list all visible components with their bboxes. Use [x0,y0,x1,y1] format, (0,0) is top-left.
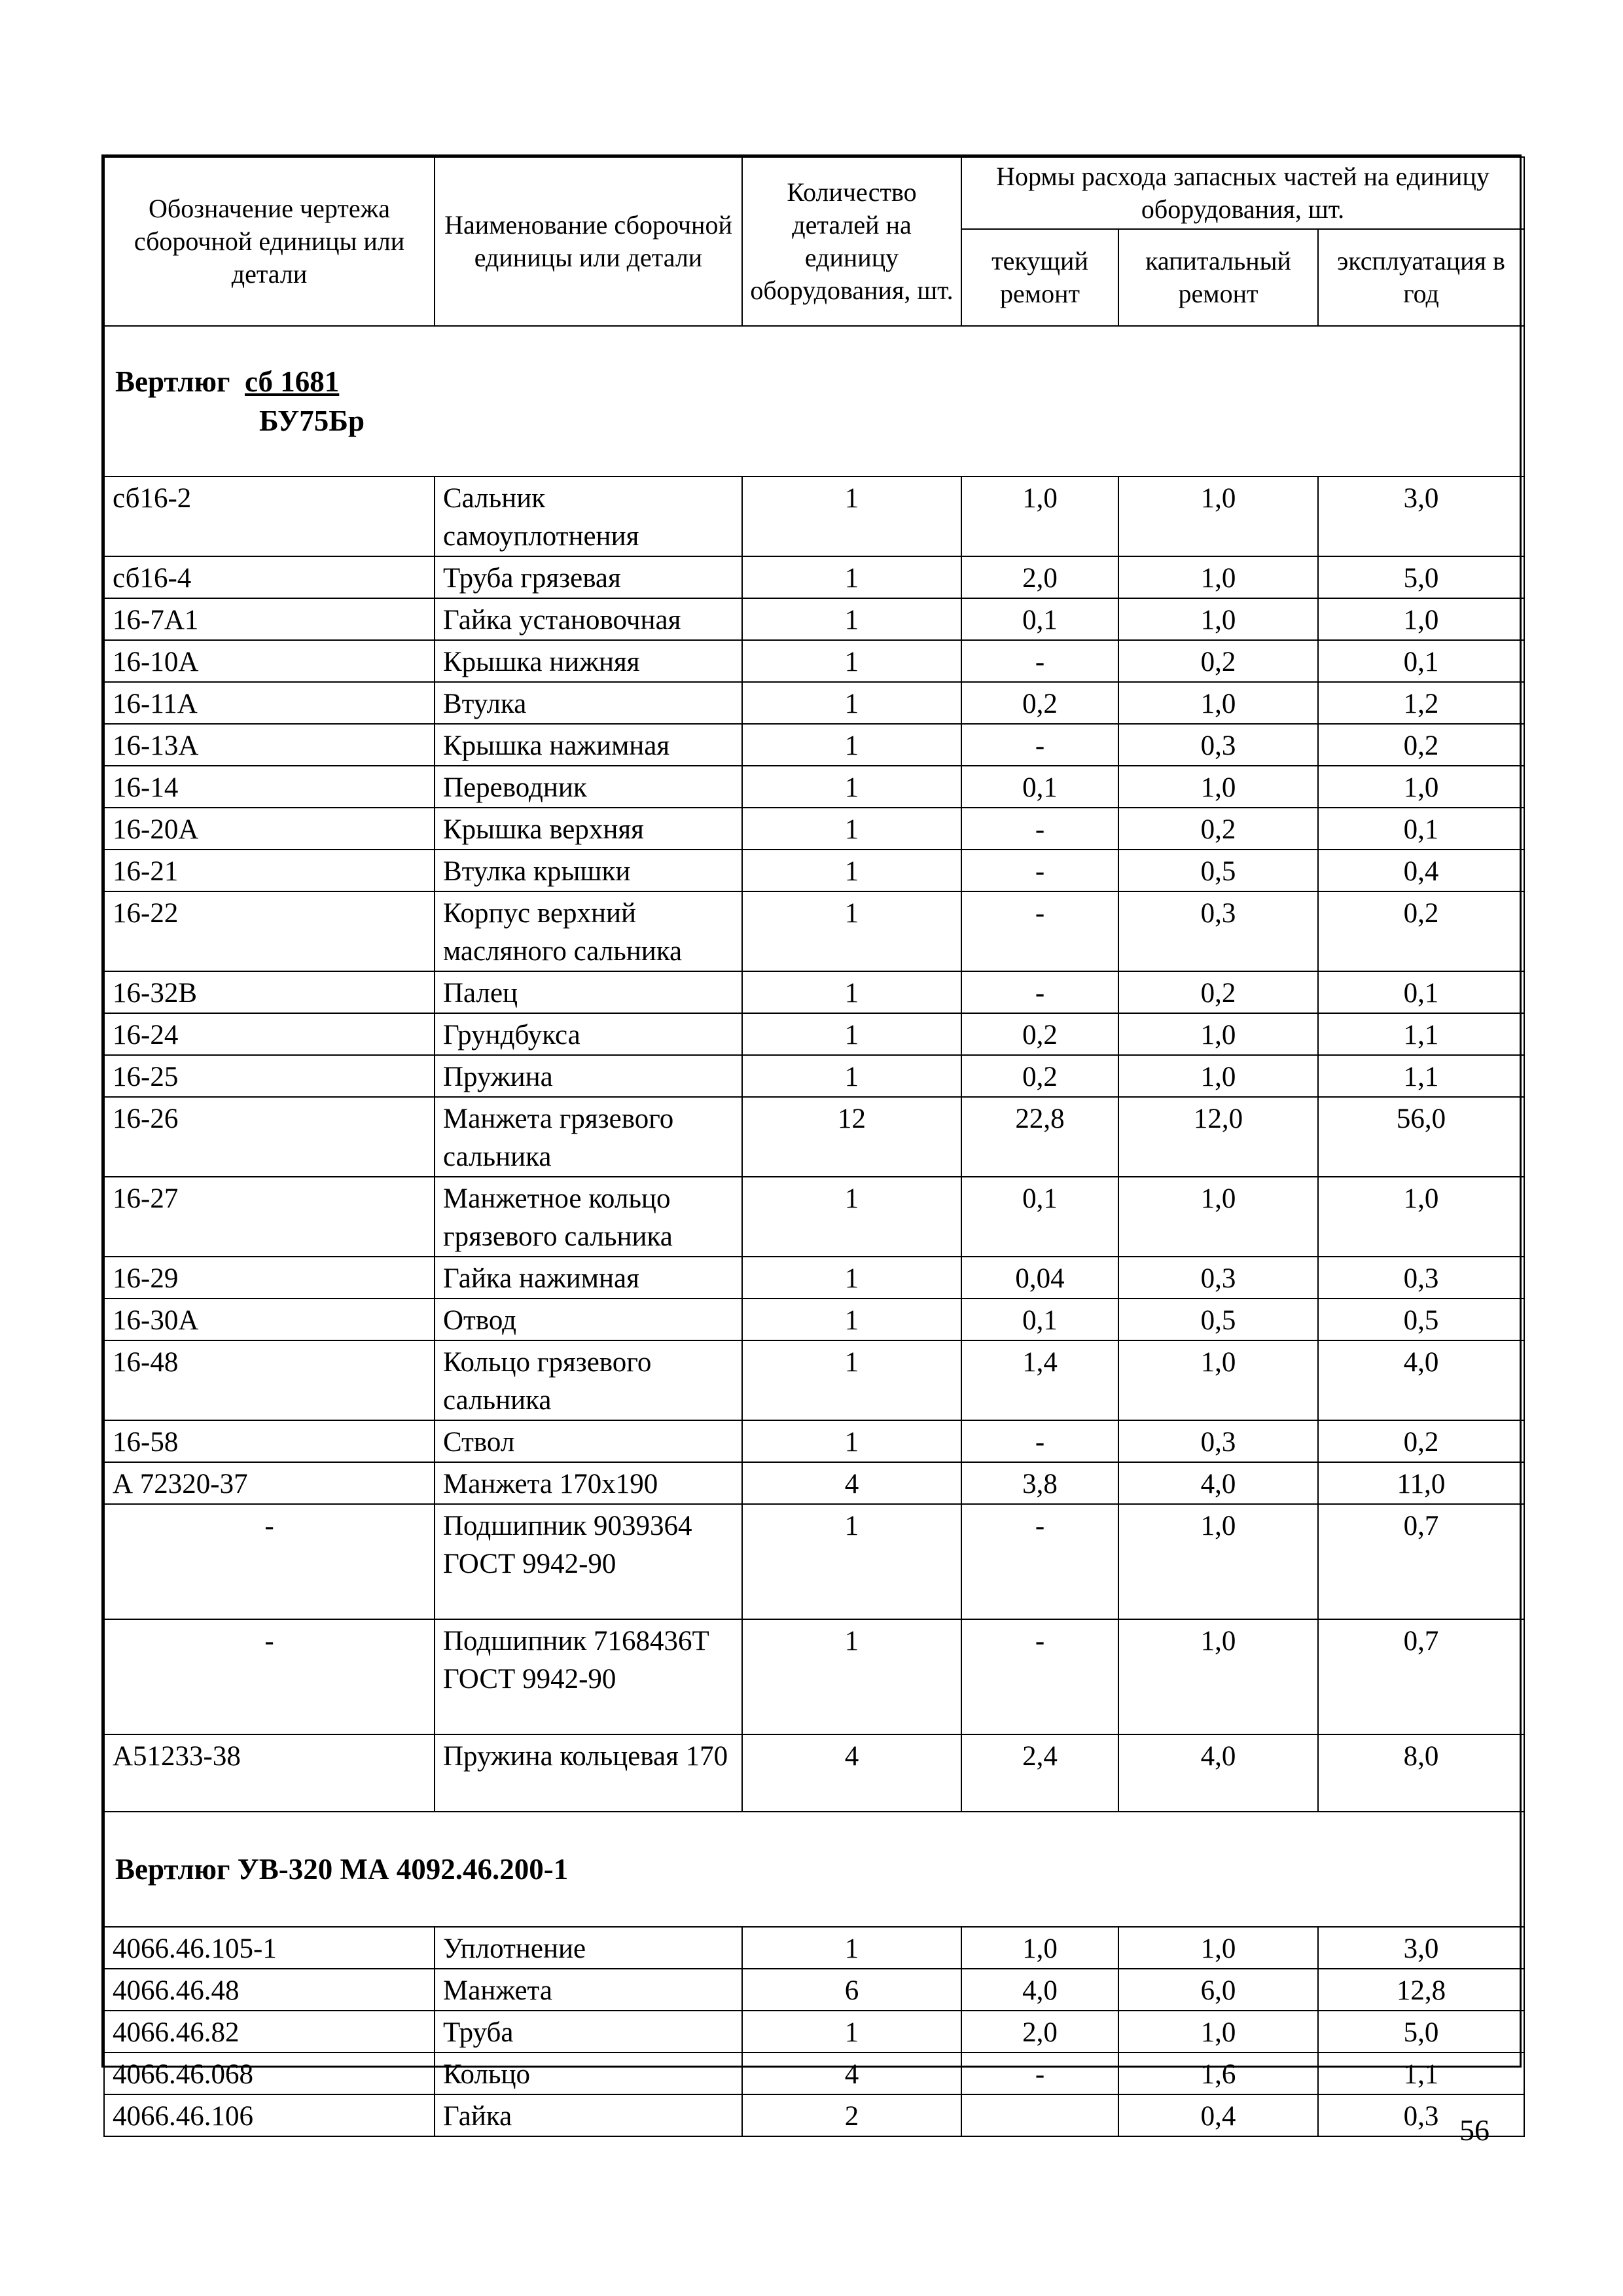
cell-name: Гайка [435,2094,742,2136]
cell-qty: 1 [742,1927,961,1969]
cell-drawing: 16-13А [104,724,435,766]
cell-current: 1,0 [961,1927,1118,1969]
cell-current [961,2094,1118,2136]
cell-drawing: 4066.46.106 [104,2094,435,2136]
cell-qty: 2 [742,2094,961,2136]
cell-operation: 0,5 [1318,1299,1524,1340]
table-row [104,1734,1524,1812]
cell-drawing: 16-29 [104,1257,435,1299]
cell-operation: 0,1 [1318,971,1524,1013]
cell-qty: 1 [742,891,961,971]
cell-drawing: 16-30А [104,1299,435,1340]
cell-qty: 1 [742,1257,961,1299]
cell-name: Крышка верхняя [435,808,742,850]
table-row [104,1420,1524,1462]
spare-parts-table [103,156,1525,2137]
cell-qty: 1 [742,1299,961,1340]
cell-operation: 0,7 [1318,1504,1524,1619]
table-row [104,1299,1524,1340]
table-row [104,1013,1524,1055]
cell-name: Манжетное кольцо грязевого сальника [435,1177,742,1257]
header-qty: Количество деталей на единицу оборудования, шт. [742,157,961,326]
header-norms: Нормы расхода запасных частей на единицу оборудования, шт. [961,157,1524,229]
cell-name: Корпус верхний масляного сальника [435,891,742,971]
cell-name: Палец [435,971,742,1013]
cell-capital: 1,0 [1118,1013,1318,1055]
header-capital-repair: капитальный ремонт [1118,229,1318,326]
cell-capital: 12,0 [1118,1097,1318,1177]
cell-qty: 1 [742,1177,961,1257]
cell-capital: 0,3 [1118,1420,1318,1462]
cell-qty: 6 [742,1969,961,2011]
cell-qty: 1 [742,682,961,724]
cell-qty: 1 [742,1504,961,1619]
cell-name: Сальник самоуплотнения [435,476,742,556]
cell-current: - [961,2053,1118,2094]
cell-drawing: 4066.46.48 [104,1969,435,2011]
table-row [104,556,1524,598]
cell-qty: 4 [742,2053,961,2094]
cell-drawing: 16-25 [104,1055,435,1097]
section-1-title-b: БУ75Бр [259,404,365,437]
cell-qty: 1 [742,850,961,891]
table-row [104,1969,1524,2011]
section-1-title-code: сб 1681 [244,365,340,398]
cell-capital: 1,6 [1118,2053,1318,2094]
cell-capital: 0,3 [1118,724,1318,766]
cell-operation: 0,2 [1318,891,1524,971]
cell-capital: 0,5 [1118,850,1318,891]
table-row [104,1177,1524,1257]
cell-current: 22,8 [961,1097,1118,1177]
section-2-title: Вертлюг УВ-320 МА 4092.46.200-1 [104,1812,1524,1927]
table-row [104,598,1524,640]
table-row [104,1097,1524,1177]
cell-operation: 0,7 [1318,1619,1524,1734]
cell-name: Втулка крышки [435,850,742,891]
cell-drawing: 16-11А [104,682,435,724]
cell-operation: 0,3 [1318,2094,1524,2136]
table-row [104,1927,1524,1969]
cell-drawing: 4066.46.82 [104,2011,435,2053]
cell-current: - [961,891,1118,971]
cell-current: - [961,971,1118,1013]
cell-capital: 1,0 [1118,1340,1318,1420]
cell-drawing: 16-14 [104,766,435,808]
cell-capital: 1,0 [1118,2011,1318,2053]
cell-current: 0,1 [961,1299,1118,1340]
cell-capital: 6,0 [1118,1969,1318,2011]
cell-name: Втулка [435,682,742,724]
cell-operation: 0,2 [1318,724,1524,766]
cell-qty: 4 [742,1462,961,1504]
cell-current: 0,1 [961,1177,1118,1257]
cell-qty: 1 [742,808,961,850]
cell-name: Подшипник 9039364 ГОСТ 9942-90 [435,1504,742,1619]
cell-qty: 1 [742,724,961,766]
cell-operation: 0,1 [1318,808,1524,850]
cell-qty: 1 [742,1013,961,1055]
cell-qty: 1 [742,1619,961,1734]
cell-operation: 0,1 [1318,640,1524,682]
table-row [104,891,1524,971]
cell-qty: 1 [742,1055,961,1097]
cell-name: Переводник [435,766,742,808]
cell-name: Подшипник 7168436Т ГОСТ 9942-90 [435,1619,742,1734]
cell-drawing: А 72320-37 [104,1462,435,1504]
cell-capital: 1,0 [1118,1927,1318,1969]
table-row [104,640,1524,682]
table-row [104,1619,1524,1734]
cell-current: - [961,1420,1118,1462]
cell-name: Уплотнение [435,1927,742,1969]
cell-name: Ствол [435,1420,742,1462]
cell-current: - [961,724,1118,766]
cell-drawing: 16-10А [104,640,435,682]
cell-operation: 1,0 [1318,766,1524,808]
cell-operation: 56,0 [1318,1097,1524,1177]
cell-capital: 4,0 [1118,1734,1318,1812]
cell-current: 4,0 [961,1969,1118,2011]
table-row [104,476,1524,556]
cell-name: Пружина [435,1055,742,1097]
cell-operation: 8,0 [1318,1734,1524,1812]
cell-current: 3,8 [961,1462,1118,1504]
cell-drawing: 16-58 [104,1420,435,1462]
cell-qty: 1 [742,2011,961,2053]
table-row [104,1462,1524,1504]
cell-current: 1,0 [961,476,1118,556]
cell-drawing: - [104,1504,435,1619]
section-1-title-a: Вертлюг [115,365,230,398]
cell-current: - [961,808,1118,850]
cell-name: Кольцо [435,2053,742,2094]
cell-current: - [961,1619,1118,1734]
cell-operation: 1,1 [1318,2053,1524,2094]
cell-capital: 0,5 [1118,1299,1318,1340]
cell-name: Манжета [435,1969,742,2011]
table-row [104,724,1524,766]
cell-capital: 1,0 [1118,476,1318,556]
cell-capital: 0,2 [1118,640,1318,682]
page-number: 56 [1459,2113,1489,2147]
cell-drawing: 4066.46.068 [104,2053,435,2094]
cell-drawing: 16-27 [104,1177,435,1257]
cell-operation: 4,0 [1318,1340,1524,1420]
cell-current: 1,4 [961,1340,1118,1420]
cell-capital: 1,0 [1118,1177,1318,1257]
cell-qty: 1 [742,1420,961,1462]
cell-qty: 1 [742,556,961,598]
cell-operation: 3,0 [1318,476,1524,556]
table-row [104,1257,1524,1299]
cell-qty: 1 [742,640,961,682]
cell-capital: 0,2 [1118,808,1318,850]
cell-operation: 1,1 [1318,1013,1524,1055]
cell-name: Манжета грязевого сальника [435,1097,742,1177]
cell-drawing: 16-48 [104,1340,435,1420]
cell-capital: 1,0 [1118,556,1318,598]
cell-capital: 1,0 [1118,598,1318,640]
cell-name: Гайка установочная [435,598,742,640]
cell-qty: 1 [742,598,961,640]
cell-drawing: сб16-4 [104,556,435,598]
cell-current: 0,2 [961,682,1118,724]
cell-drawing: - [104,1619,435,1734]
spare-parts-table-frame [101,154,1522,2132]
table-row [104,2053,1524,2094]
cell-current: 0,2 [961,1013,1118,1055]
cell-qty: 1 [742,971,961,1013]
cell-drawing: 16-24 [104,1013,435,1055]
cell-capital: 0,4 [1118,2094,1318,2136]
cell-capital: 1,0 [1118,1619,1318,1734]
table-row [104,2011,1524,2053]
table-row [104,2094,1524,2136]
cell-name: Труба грязевая [435,556,742,598]
header-current-repair: текущий ремонт [961,229,1118,326]
cell-drawing: сб16-2 [104,476,435,556]
cell-operation: 11,0 [1318,1462,1524,1504]
cell-current: 0,1 [961,766,1118,808]
cell-drawing: А51233-38 [104,1734,435,1812]
cell-capital: 0,3 [1118,1257,1318,1299]
cell-drawing: 16-22 [104,891,435,971]
cell-current: 0,04 [961,1257,1118,1299]
table-row [104,808,1524,850]
cell-current: 2,4 [961,1734,1118,1812]
cell-current: 0,1 [961,598,1118,640]
cell-qty: 1 [742,476,961,556]
cell-name: Гайка нажимная [435,1257,742,1299]
cell-capital: 1,0 [1118,682,1318,724]
cell-capital: 1,0 [1118,1504,1318,1619]
cell-operation: 12,8 [1318,1969,1524,2011]
cell-drawing: 16-20А [104,808,435,850]
header-operation: эксплуатация в год [1318,229,1524,326]
cell-current: 2,0 [961,556,1118,598]
cell-capital: 4,0 [1118,1462,1318,1504]
table-row [104,850,1524,891]
cell-qty: 4 [742,1734,961,1812]
cell-operation: 1,2 [1318,682,1524,724]
cell-name: Крышка нажимная [435,724,742,766]
table-row [104,766,1524,808]
cell-operation: 3,0 [1318,1927,1524,1969]
cell-current: 0,2 [961,1055,1118,1097]
cell-drawing: 16-7А1 [104,598,435,640]
header-drawing: Обозначение чертежа сборочной единицы или детали [104,157,435,326]
cell-operation: 1,1 [1318,1055,1524,1097]
cell-capital: 1,0 [1118,1055,1318,1097]
cell-operation: 5,0 [1318,2011,1524,2053]
cell-name: Манжета 170х190 [435,1462,742,1504]
cell-capital: 1,0 [1118,766,1318,808]
cell-qty: 12 [742,1097,961,1177]
cell-current: - [961,1504,1118,1619]
cell-operation: 0,2 [1318,1420,1524,1462]
table-row [104,682,1524,724]
cell-operation: 5,0 [1318,556,1524,598]
cell-capital: 0,3 [1118,891,1318,971]
cell-capital: 0,2 [1118,971,1318,1013]
cell-name: Грундбукса [435,1013,742,1055]
cell-operation: 1,0 [1318,1177,1524,1257]
cell-qty: 1 [742,766,961,808]
cell-name: Крышка нижняя [435,640,742,682]
table-row [104,1340,1524,1420]
cell-current: - [961,640,1118,682]
cell-drawing: 16-21 [104,850,435,891]
cell-operation: 0,4 [1318,850,1524,891]
cell-operation: 1,0 [1318,598,1524,640]
table-row [104,1504,1524,1619]
cell-name: Отвод [435,1299,742,1340]
table-row [104,1055,1524,1097]
section-1-title [104,326,1524,476]
cell-drawing: 16-32В [104,971,435,1013]
cell-name: Пружина кольцевая 170 [435,1734,742,1812]
cell-current: - [961,850,1118,891]
cell-name: Труба [435,2011,742,2053]
cell-name: Кольцо грязевого сальника [435,1340,742,1420]
header-name: Наименование сборочной единицы или детали [435,157,742,326]
cell-drawing: 16-26 [104,1097,435,1177]
cell-operation: 0,3 [1318,1257,1524,1299]
cell-drawing: 4066.46.105-1 [104,1927,435,1969]
cell-current: 2,0 [961,2011,1118,2053]
table-row [104,971,1524,1013]
cell-qty: 1 [742,1340,961,1420]
